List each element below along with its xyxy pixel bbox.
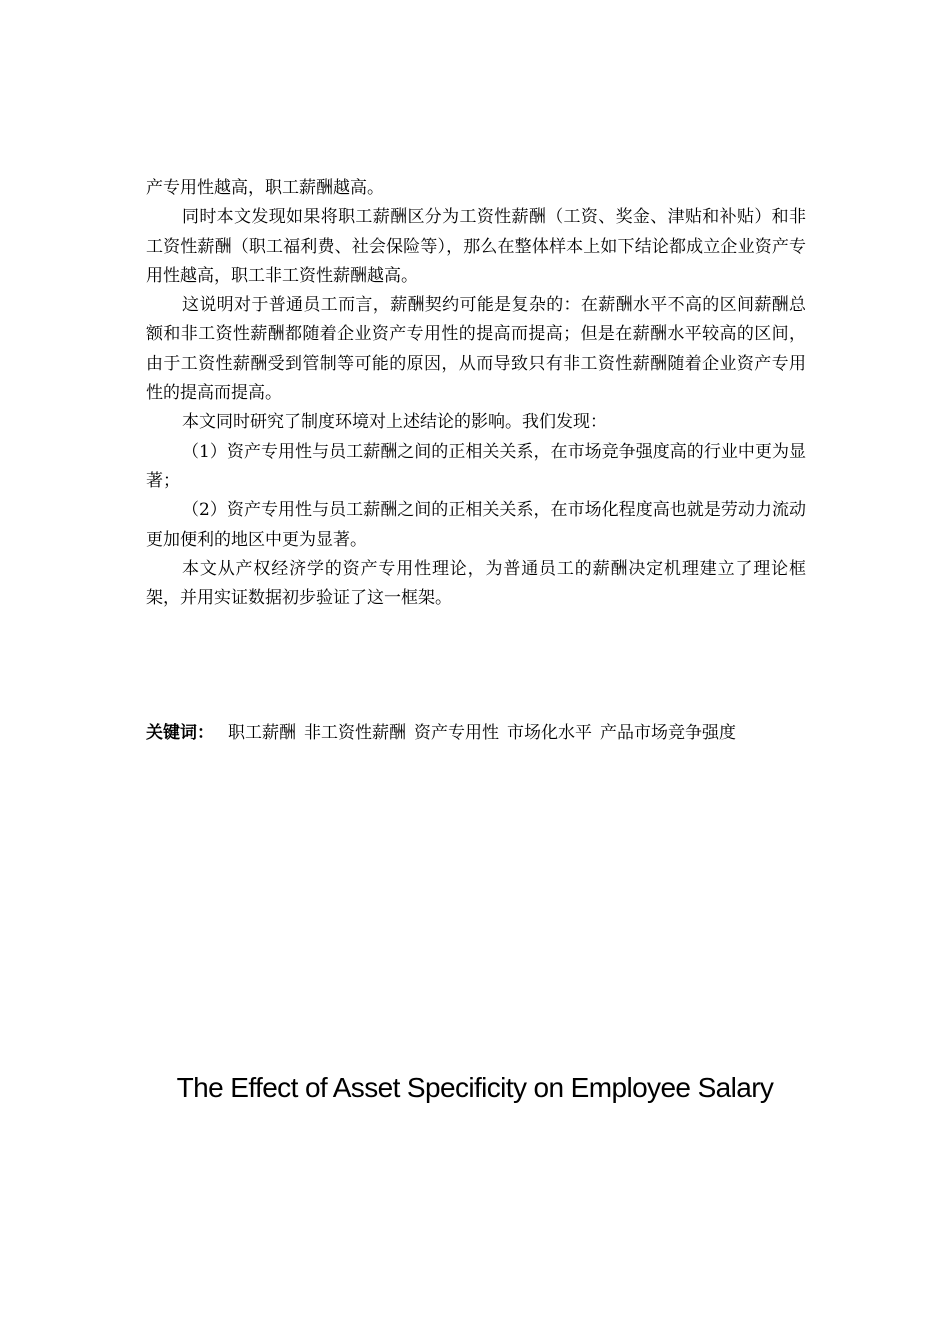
paragraph-7: 本文从产权经济学的资产专用性理论，为普通员工的薪酬决定机理建立了理论框架，并用实证数据初步验证了这一框架。 [146, 558, 806, 609]
paragraph-3: 这说明对于普通员工而言，薪酬契约可能是复杂的：在薪酬水平不高的区间薪酬总额和非工资性薪酬都随着企业资产专用性的提高而提高；但是在薪酬水平较高的区间，由于工资性薪酬受到管制等可能的原因，从而导致只有非工资性薪酬随着企业资产专用性的提高而提高。 [146, 295, 806, 404]
paragraph-5: （1）资产专用性与员工薪酬之间的正相关关系，在市场竞争强度高的行业中更为显著； [146, 441, 806, 491]
keywords-line [146, 720, 826, 746]
english-title: The Effect of Asset Specificity on Employee Salary [176, 1072, 774, 1103]
keyword-item: 产品市场竞争强度 [600, 723, 736, 743]
keyword-item: 非工资性薪酬 [304, 723, 406, 743]
paragraph-6: （2）资产专用性与员工薪酬之间的正相关关系，在市场化程度高也就是劳动力流动更加便利的地区中更为显著。 [146, 500, 806, 550]
keyword-item: 市场化水平 [507, 723, 592, 743]
abstract-body [146, 174, 806, 613]
paragraph-1: 产专用性越高，职工薪酬越高。 [146, 178, 384, 198]
keyword-item: 职工薪酬 [228, 723, 296, 743]
paragraph-2: 同时本文发现如果将职工薪酬区分为工资性薪酬（工资、奖金、津贴和补贴）和非工资性薪酬（职工福利费、社会保险等），那么在整体样本上如下结论都成立企业资产专用性越高，职工非工资性薪酬越高。 [146, 207, 806, 286]
paragraph-4: 本文同时研究了制度环境对上述结论的影响。我们发现： [182, 412, 607, 433]
keywords-label: 关键词： [146, 723, 214, 743]
keyword-item: 资产专用性 [414, 723, 499, 743]
